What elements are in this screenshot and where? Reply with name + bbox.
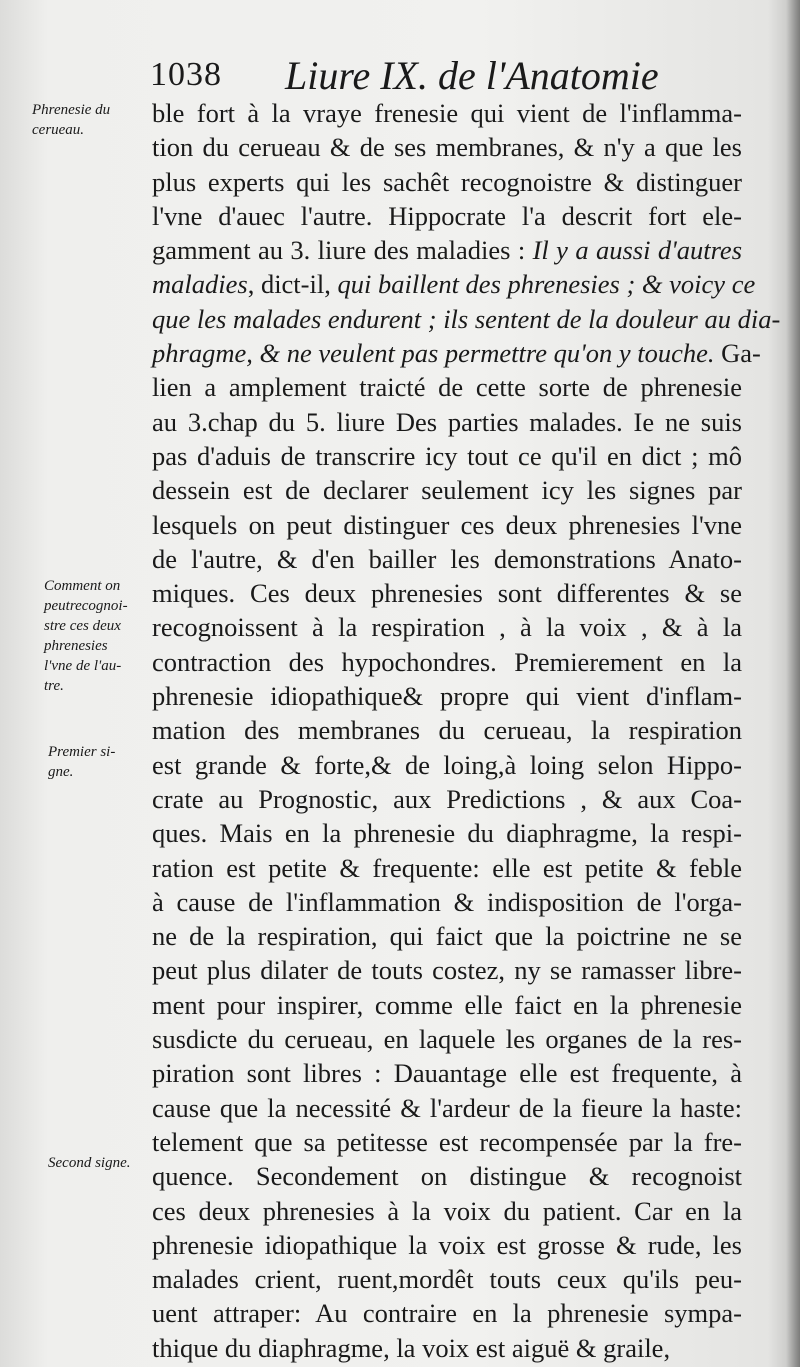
text-line [152, 1262, 742, 1296]
text-line [152, 1022, 742, 1056]
text-run: pas d'aduis de transcrire icy tout ce qu'il en dict ; mô [152, 440, 742, 471]
text-line [152, 1194, 742, 1228]
text-line [152, 679, 742, 713]
text-run: ble fort à la vraye frenesie qui vient de l'inflamma- [152, 98, 742, 128]
text-run: phragme, & ne veulent pas permettre qu'on y touche. [152, 338, 715, 369]
text-line [152, 953, 742, 987]
text-run: Il y a aussi d'autres [532, 235, 743, 266]
text-run: telement que sa petitesse est recompensée par la fre- [152, 1126, 742, 1157]
text-line [152, 645, 742, 679]
text-line [152, 816, 742, 850]
margin-note-line: Premier si- [48, 744, 116, 760]
text-run: miques. Ces deux phrenesies sont differentes & se [152, 578, 742, 609]
text-run: lesquels on peut distinguer ces deux phrenesies l'vne [152, 509, 742, 540]
text-run: de l'autre, & d'en bailler les demonstrations Anato- [152, 543, 742, 574]
margin-note-line: l'vne de l'au- [44, 658, 122, 674]
margin-note-line: Comment on [44, 578, 121, 594]
text-run: quence. Secondement on distingue & recognoist [152, 1161, 742, 1192]
text-line [152, 96, 742, 130]
page-number: 1038 [150, 56, 222, 93]
text-line [152, 473, 742, 507]
text-run: uent attraper: Au contraire en la phrenesie sympa- [152, 1298, 742, 1329]
text-run: ne de la respiration, qui faict que la poictrine ne se [152, 921, 742, 952]
text-run: contraction des hypochondres. Premierement en la [152, 646, 742, 677]
text-run: maladies [152, 269, 248, 300]
text-line [152, 1159, 742, 1193]
text-line [152, 130, 742, 164]
text-line [152, 1056, 742, 1090]
text-line [152, 370, 742, 404]
text-run: ment pour inspirer, comme elle faict en la phrenesie [152, 989, 742, 1020]
text-line [152, 233, 742, 267]
text-line [152, 302, 781, 336]
margin-note-line: gne. [48, 764, 74, 780]
margin-note-line: peutrecognoi- [44, 598, 128, 614]
text-line [152, 508, 742, 542]
text-run: lien a amplement traicté de cette sorte de phrenesie [152, 372, 742, 403]
text-line [152, 1091, 742, 1125]
text-run: phrenesie idiopathique la voix est grosse & rude, les [152, 1229, 742, 1260]
text-line [152, 610, 742, 644]
text-line [152, 851, 742, 885]
text-line [152, 267, 756, 301]
text-line [152, 782, 742, 816]
text-run: mation des membranes du cerueau, la respiration [152, 715, 742, 746]
text-run: malades crient, ruent,mordêt touts ceux qu'ils peu- [152, 1264, 742, 1295]
text-run: que les malades endurent ; ils sentent de la douleur au dia- [152, 303, 781, 334]
text-run: phrenesie idiopathique& propre qui vient d'inflam- [152, 681, 742, 712]
text-run: peut plus dilater de touts costez, ny se ramasser libre- [152, 955, 742, 986]
running-title: Liure IX. de l'Anatomie [285, 53, 659, 98]
margin-note [48, 742, 115, 782]
margin-note [32, 100, 110, 140]
page-header [150, 52, 750, 102]
margin-note-line: Second signe. [48, 1155, 131, 1171]
text-line [152, 542, 742, 576]
margin-note-line: Phrenesie du [32, 102, 111, 118]
text-line [152, 576, 742, 610]
text-run: , dict-il, [247, 269, 338, 300]
text-line [152, 988, 742, 1022]
margin-note-line: stre ces deux [44, 618, 121, 634]
text-line [152, 748, 742, 782]
text-line [152, 199, 742, 233]
text-run: Ga- [714, 338, 761, 369]
text-run: tion du cerueau & de ses membranes, & n'y a que les [152, 132, 742, 163]
text-run: crate au Prognostic, aux Predictions , & aux Coa- [152, 783, 742, 814]
text-line [152, 885, 742, 919]
text-run: recognoissent à la respiration , à la voix , & à la [152, 612, 742, 643]
text-line [152, 165, 742, 199]
text-run: est grande & forte,& de loing,à loing selon Hippo- [152, 749, 742, 780]
margin-note [44, 576, 128, 696]
text-line [152, 405, 742, 439]
text-line [152, 439, 742, 473]
text-run: dessein est de declarer seulement icy les signes par [152, 475, 742, 506]
text-run: thique du diaphragme, la voix est aiguë & graile, [152, 1332, 671, 1363]
margin-note-line: tre. [44, 678, 64, 694]
text-run: ration est petite & frequente: elle est petite & feble [152, 852, 742, 883]
margin-note-line: phrenesies [44, 638, 108, 654]
text-line [152, 1331, 742, 1365]
text-run: gamment au 3. liure des maladies : [152, 235, 533, 266]
text-line [152, 919, 742, 953]
margin-note [48, 1153, 130, 1173]
text-line [152, 1228, 742, 1262]
text-run: au 3.chap du 5. liure Des parties malades. Ie ne suis [152, 406, 742, 437]
text-line [152, 1296, 742, 1330]
text-run: susdicte du cerueau, en laquele les organes de la res- [152, 1024, 742, 1055]
margin-note-line: cerueau. [32, 122, 85, 138]
text-run: piration sont libres : Dauantage elle est frequente, à [152, 1058, 742, 1089]
text-line [152, 336, 761, 370]
text-run: cause que la necessité & l'ardeur de la fieure la haste: [152, 1092, 742, 1123]
text-run: à cause de l'inflammation & indisposition de l'orga- [152, 886, 742, 917]
page-edge-shadow [786, 0, 800, 1367]
text-run: ques. Mais en la phrenesie du diaphragme, la respi- [152, 818, 742, 849]
text-run: qui baillent des phrenesies ; & voicy ce [337, 269, 756, 300]
text-line [152, 1125, 742, 1159]
body-text [152, 96, 781, 1365]
text-run: plus experts qui les sachêt recognoistre & distinguer [152, 166, 742, 197]
text-run: l'vne d'auec l'autre. Hippocrate l'a descrit fort ele- [152, 200, 742, 231]
text-run: ces deux phrenesies à la voix du patient. Car en la [152, 1195, 742, 1226]
text-line [152, 713, 742, 747]
